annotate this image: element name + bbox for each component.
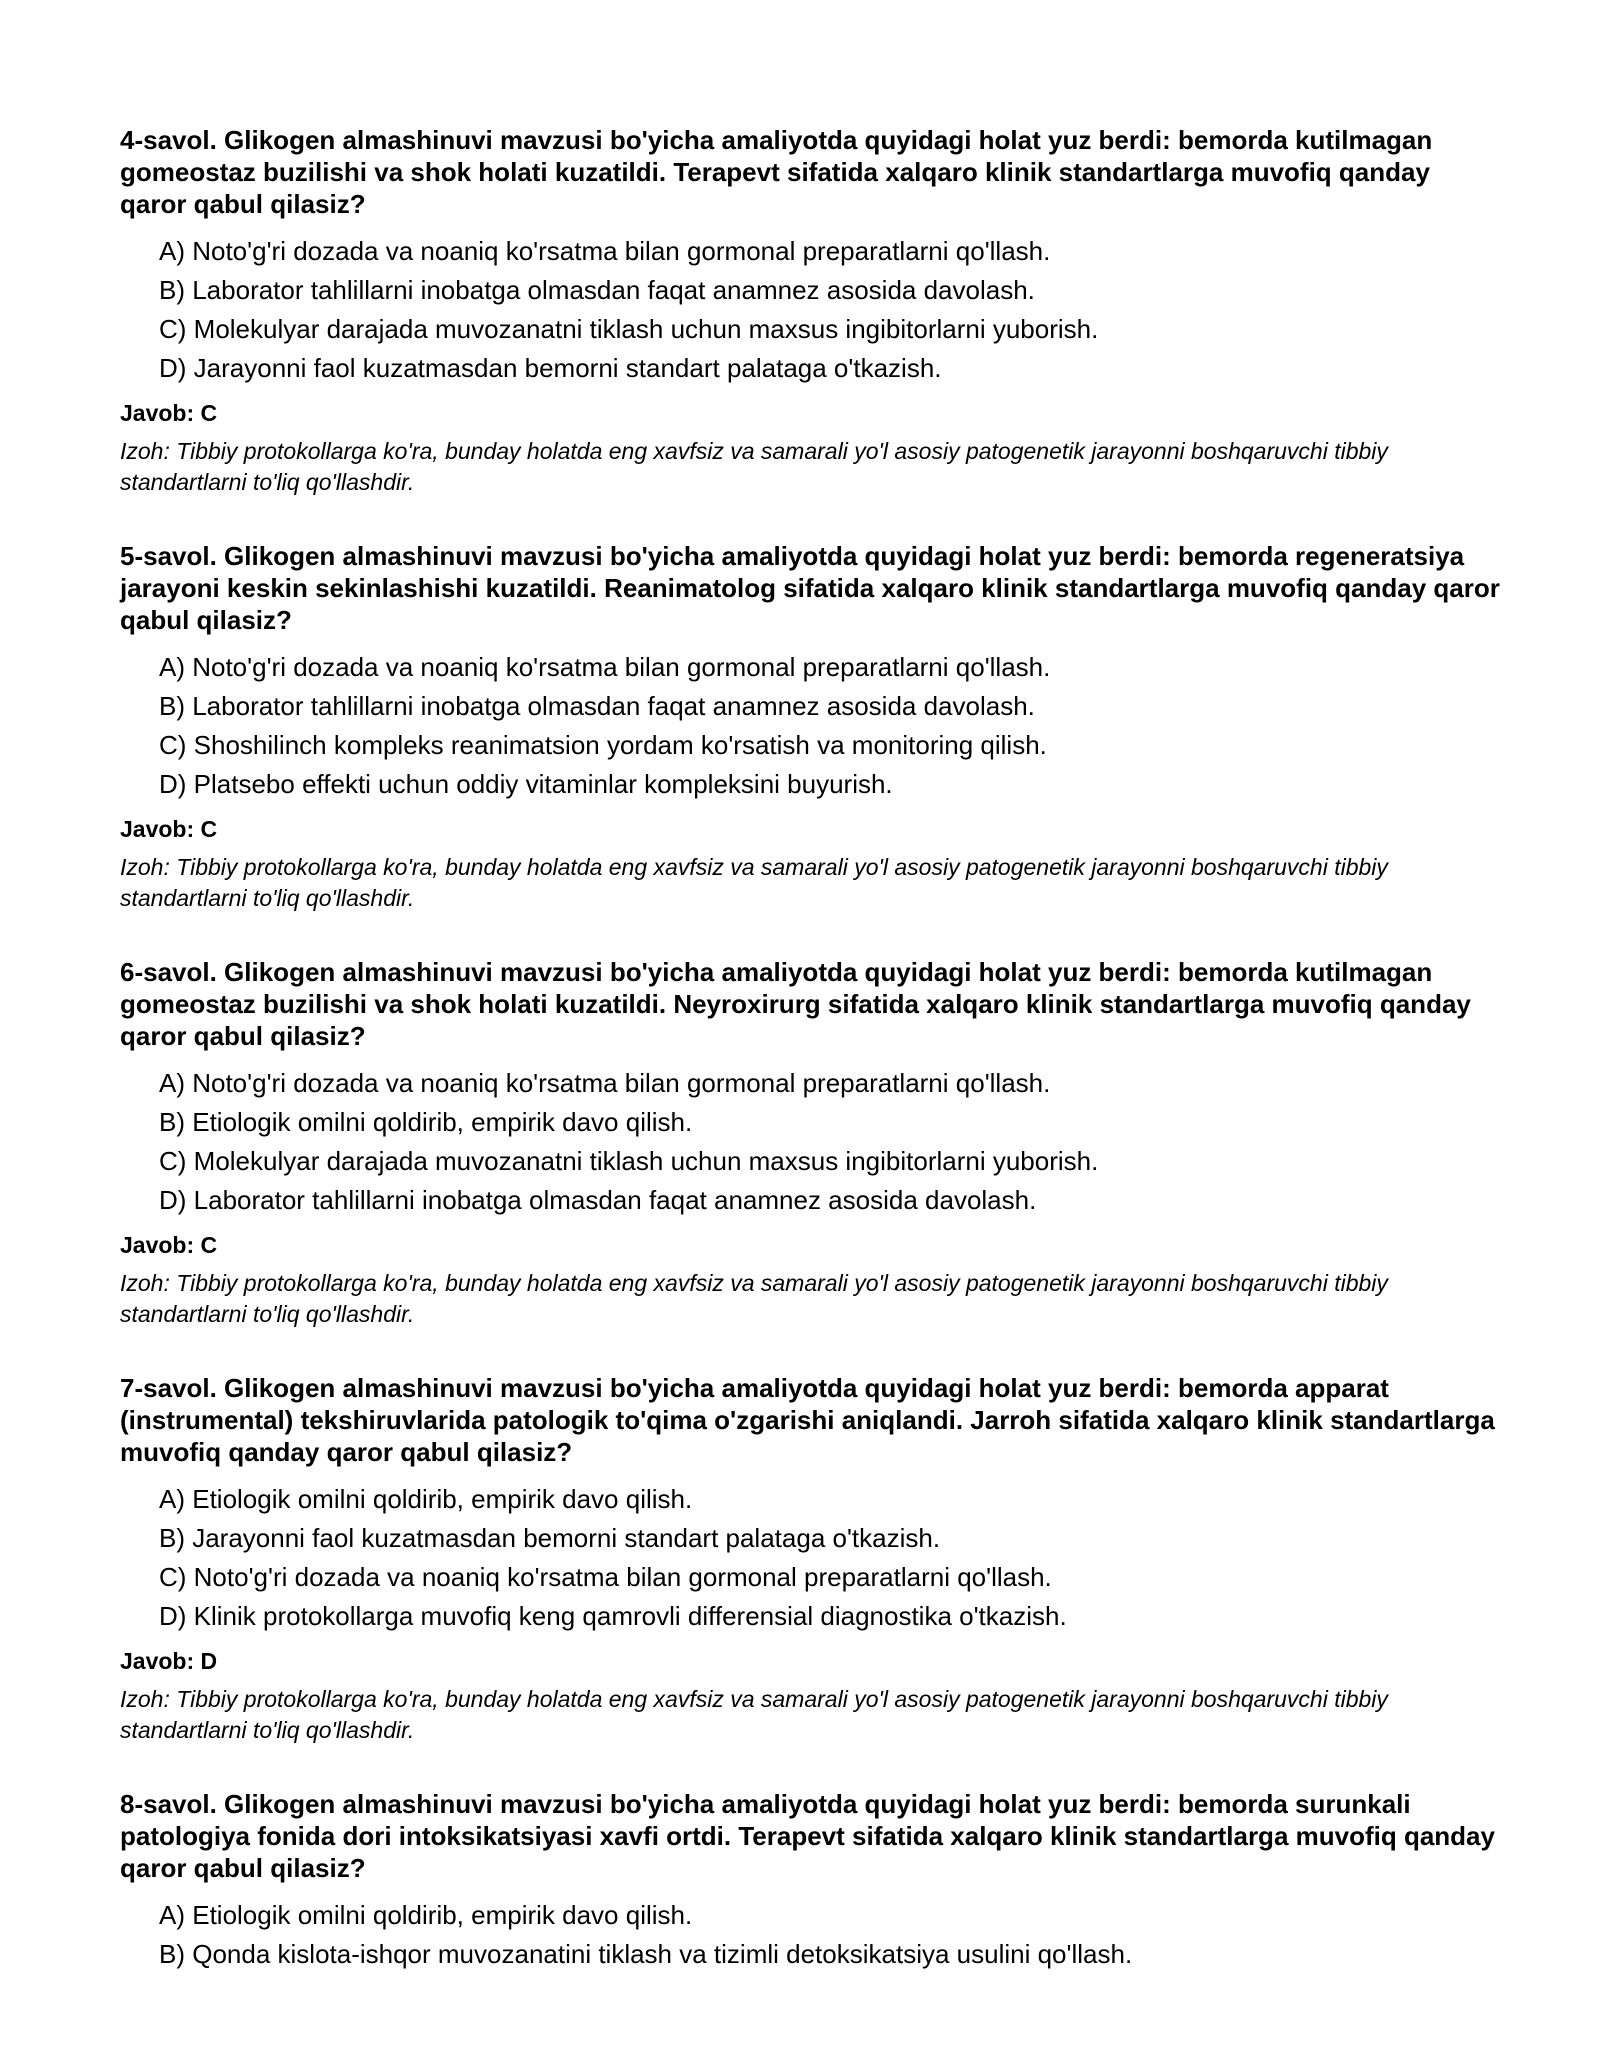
option-a: A) Etiologik omilni qoldirib, empirik davo qilish. bbox=[159, 1484, 693, 1514]
option-d: D) Klinik protokollarga muvofiq keng qamrovli differensial diagnostika o'tkazish. bbox=[159, 1601, 1067, 1631]
options-list bbox=[120, 648, 1500, 804]
answer-label: Javob: C bbox=[120, 816, 218, 842]
option-b: B) Qonda kislota-ishqor muvozanatini tiklash va tizimli detoksikatsiya usulini qo'llash. bbox=[159, 1939, 1133, 1969]
explanation-note: Izoh: Tibbiy protokollarga ko'ra, bunday holatda eng xavfsiz va samarali yo'l asosiy patogenetik jarayonni boshqaruvchi tibbiy standartlarni to'liq qo'llashdir. bbox=[120, 854, 1388, 911]
option-a: A) Etiologik omilni qoldirib, empirik davo qilish. bbox=[159, 1900, 693, 1930]
answer-label: Javob: D bbox=[120, 1648, 218, 1674]
question-title: 5-savol. Glikogen almashinuvi mavzusi bo'yicha amaliyotda quyidagi holat yuz berdi: bemorda regeneratsiya jarayoni keskin sekinlashishi kuzatildi. Reanimatolog sifatida xalqaro klinik standartlarga muvofiq qanday qaror qabul qilasiz? bbox=[120, 541, 1500, 635]
option-a: A) Noto'g'ri dozada va noaniq ko'rsatma bilan gormonal preparatlarni qo'llash. bbox=[159, 1068, 1051, 1098]
explanation-note: Izoh: Tibbiy protokollarga ko'ra, bunday holatda eng xavfsiz va samarali yo'l asosiy patogenetik jarayonni boshqaruvchi tibbiy standartlarni to'liq qo'llashdir. bbox=[120, 438, 1388, 495]
question-title: 7-savol. Glikogen almashinuvi mavzusi bo'yicha amaliyotda quyidagi holat yuz berdi: bemorda apparat (instrumental) tekshiruvlarida patologik to'qima o'zgarishi aniqlandi. Jarroh sifatida xalqaro klinik standartlarga muvofiq qanday qaror qabul qilasiz? bbox=[120, 1373, 1495, 1467]
explanation-note: Izoh: Tibbiy protokollarga ko'ra, bunday holatda eng xavfsiz va samarali yo'l asosiy patogenetik jarayonni boshqaruvchi tibbiy standartlarni to'liq qo'llashdir. bbox=[120, 1686, 1388, 1743]
option-c: C) Molekulyar darajada muvozanatni tiklash uchun maxsus ingibitorlarni yuborish. bbox=[159, 314, 1099, 344]
options-list bbox=[120, 1896, 1500, 1974]
question-block bbox=[120, 1788, 1500, 1974]
option-c: C) Molekulyar darajada muvozanatni tiklash uchun maxsus ingibitorlarni yuborish. bbox=[159, 1146, 1099, 1176]
options-list bbox=[120, 1064, 1500, 1220]
question-title: 4-savol. Glikogen almashinuvi mavzusi bo'yicha amaliyotda quyidagi holat yuz berdi: bemorda kutilmagan gomeostaz buzilishi va shok holati kuzatildi. Terapevt sifatida xalqaro klinik standartlarga muvofiq qanday qaror qabul qilasiz? bbox=[120, 125, 1433, 219]
options-list bbox=[120, 1480, 1500, 1636]
question-block bbox=[120, 1372, 1500, 1746]
options-list bbox=[120, 232, 1500, 388]
question-title: 8-savol. Glikogen almashinuvi mavzusi bo'yicha amaliyotda quyidagi holat yuz berdi: bemorda surunkali patologiya fonida dori intoksikatsiyasi xavfi ortdi. Terapevt sifatida xalqaro klinik standartlarga muvofiq qanday qaror qabul qilasiz? bbox=[120, 1789, 1495, 1883]
question-block bbox=[120, 956, 1500, 1330]
answer-label: Javob: C bbox=[120, 1232, 218, 1258]
question-block bbox=[120, 540, 1500, 914]
option-d: D) Laborator tahlillarni inobatga olmasdan faqat anamnez asosida davolash. bbox=[159, 1185, 1037, 1215]
option-d: D) Jarayonni faol kuzatmasdan bemorni standart palataga o'tkazish. bbox=[159, 353, 942, 383]
option-d: D) Platsebo effekti uchun oddiy vitaminlar kompleksini buyurish. bbox=[159, 769, 893, 799]
option-b: B) Laborator tahlillarni inobatga olmasdan faqat anamnez asosida davolash. bbox=[159, 691, 1035, 721]
option-a: A) Noto'g'ri dozada va noaniq ko'rsatma bilan gormonal preparatlarni qo'llash. bbox=[159, 652, 1051, 682]
question-title: 6-savol. Glikogen almashinuvi mavzusi bo'yicha amaliyotda quyidagi holat yuz berdi: bemorda kutilmagan gomeostaz buzilishi va shok holati kuzatildi. Neyroxirurg sifatida xalqaro klinik standartlarga muvofiq qanday qaror qabul qilasiz? bbox=[120, 957, 1471, 1051]
option-a: A) Noto'g'ri dozada va noaniq ko'rsatma bilan gormonal preparatlarni qo'llash. bbox=[159, 236, 1051, 266]
option-b: B) Etiologik omilni qoldirib, empirik davo qilish. bbox=[159, 1107, 693, 1137]
document-page bbox=[120, 124, 1500, 2016]
option-c: C) Noto'g'ri dozada va noaniq ko'rsatma bilan gormonal preparatlarni qo'llash. bbox=[159, 1562, 1052, 1592]
answer-label: Javob: C bbox=[120, 400, 218, 426]
question-block bbox=[120, 124, 1500, 498]
option-c: C) Shoshilinch kompleks reanimatsion yordam ko'rsatish va monitoring qilish. bbox=[159, 730, 1047, 760]
option-b: B) Laborator tahlillarni inobatga olmasdan faqat anamnez asosida davolash. bbox=[159, 275, 1035, 305]
explanation-note: Izoh: Tibbiy protokollarga ko'ra, bunday holatda eng xavfsiz va samarali yo'l asosiy patogenetik jarayonni boshqaruvchi tibbiy standartlarni to'liq qo'llashdir. bbox=[120, 1270, 1388, 1327]
option-b: B) Jarayonni faol kuzatmasdan bemorni standart palataga o'tkazish. bbox=[159, 1523, 941, 1553]
